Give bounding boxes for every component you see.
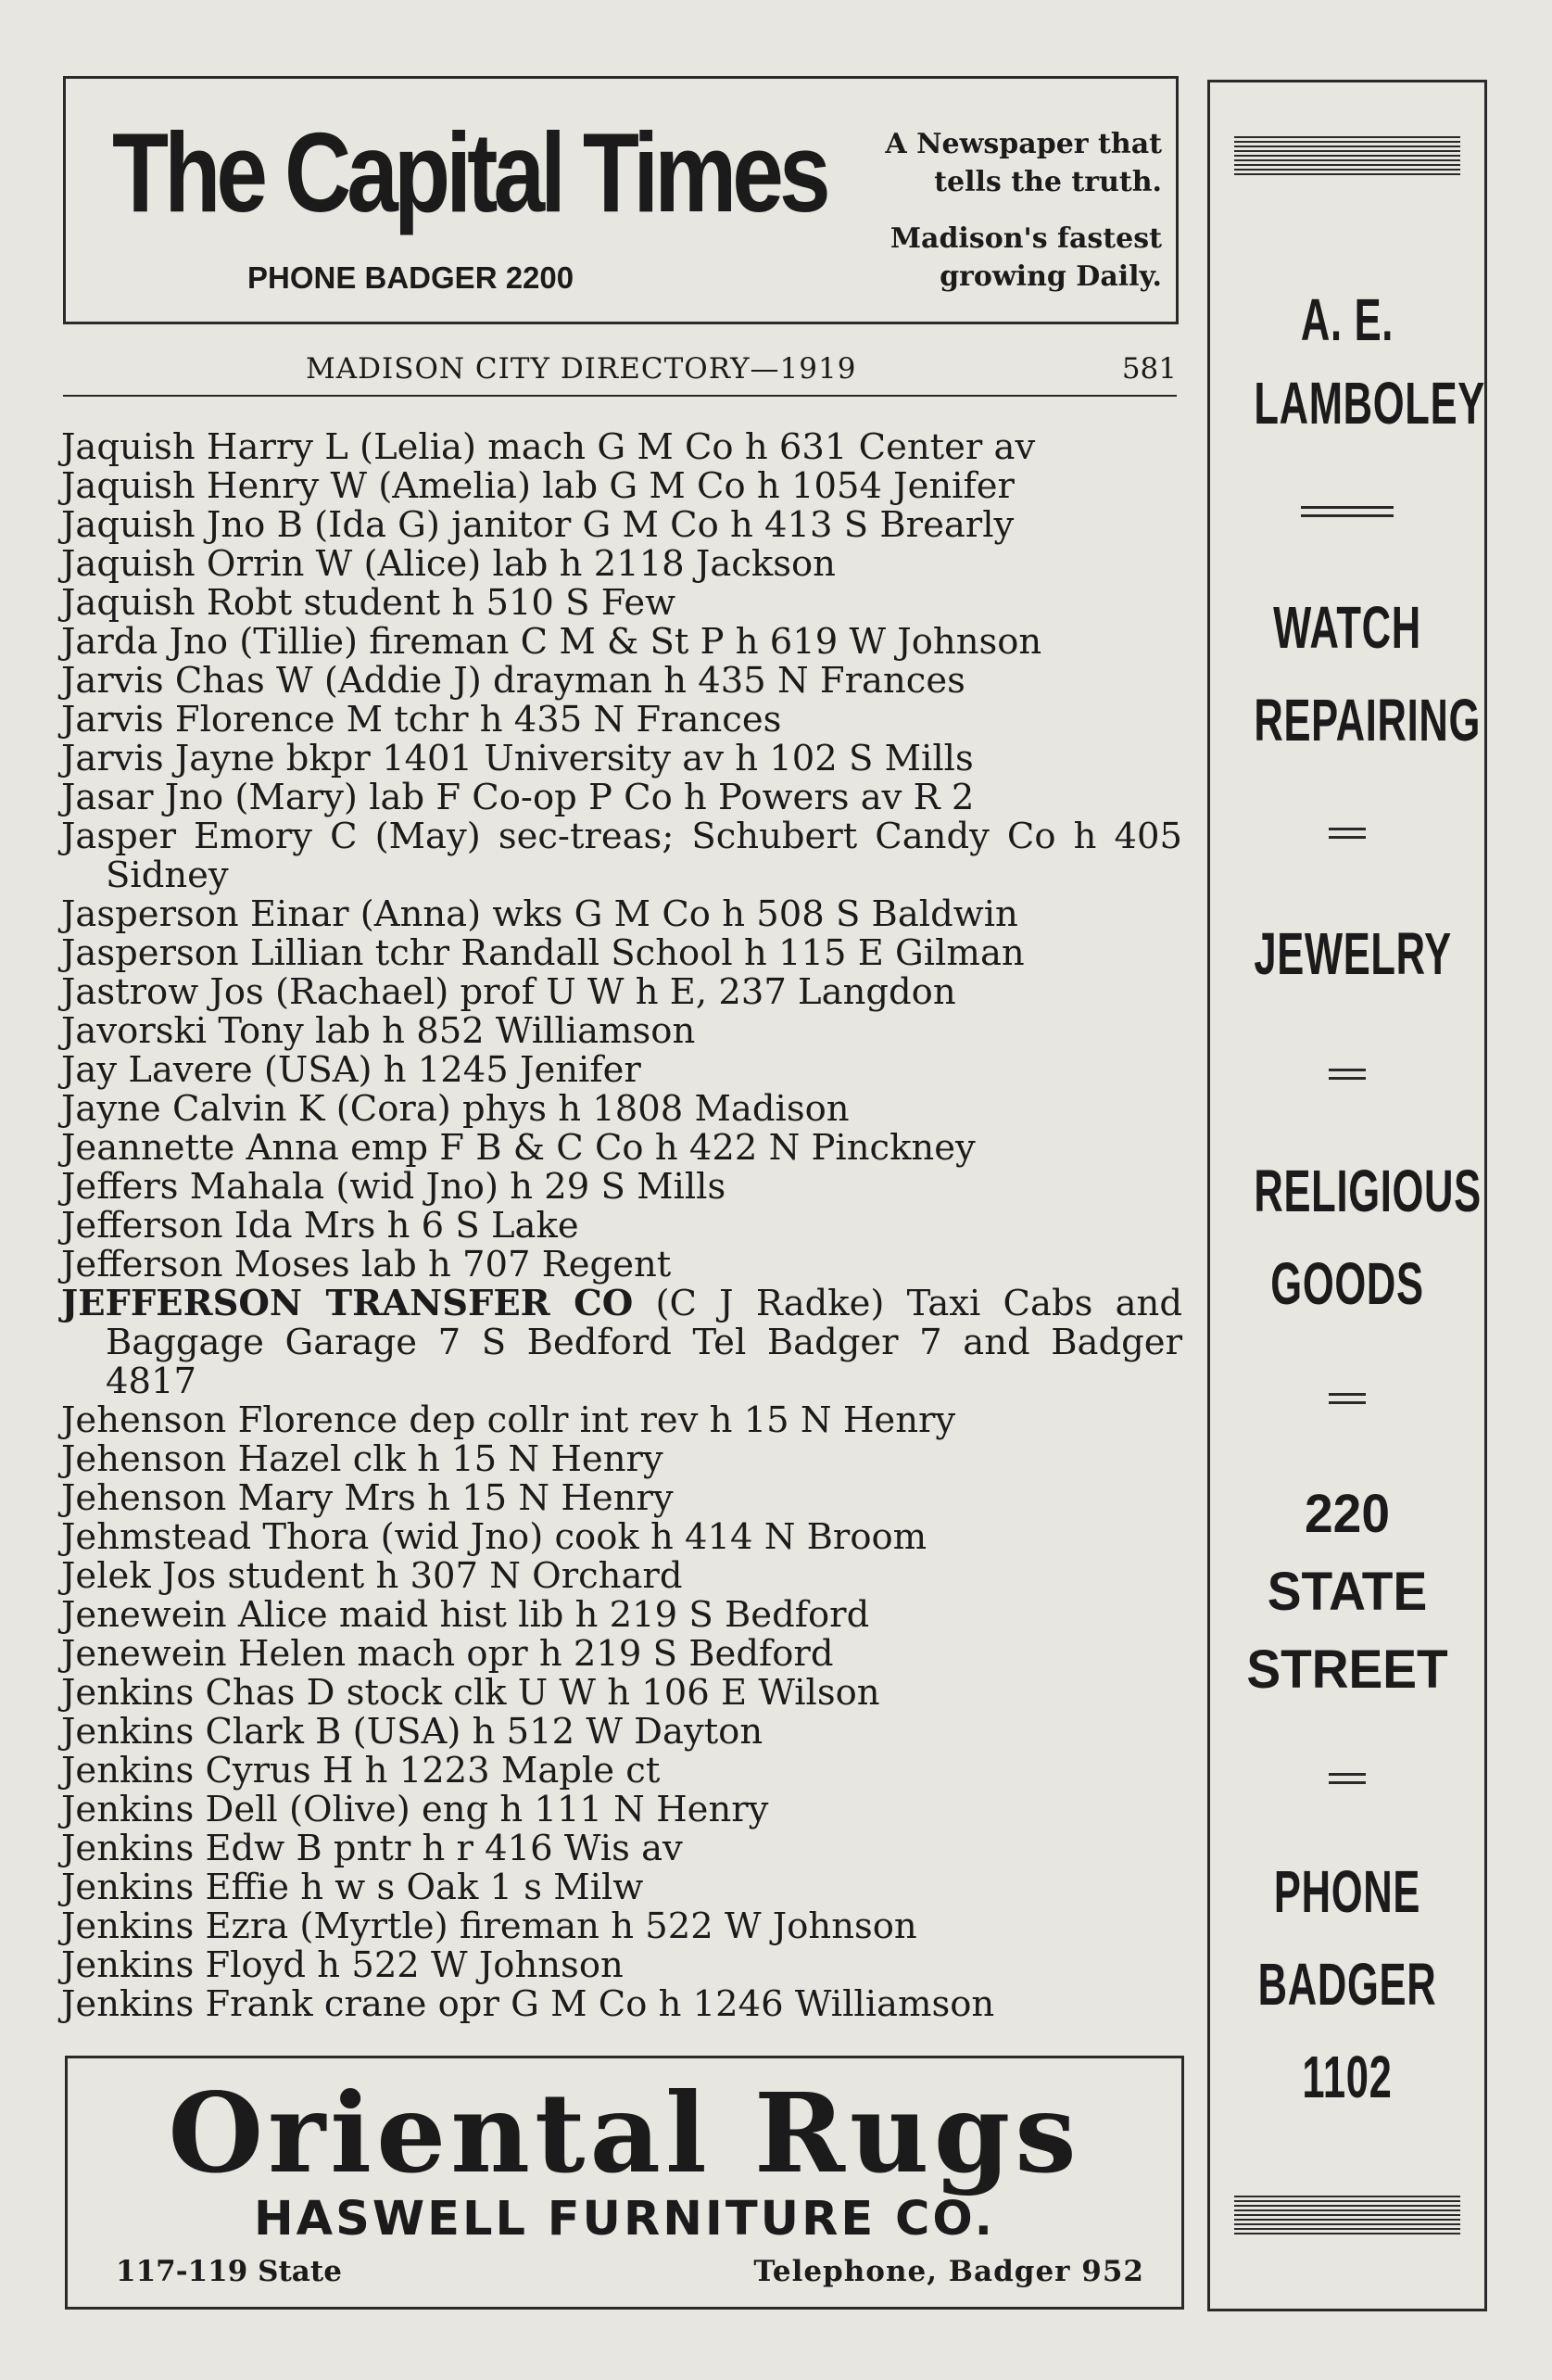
rugs-company: HASWELL FURNITURE CO. bbox=[253, 2192, 995, 2247]
business-name: JEFFERSON TRANSFER CO bbox=[61, 1283, 634, 1324]
rugs-title: Oriental Rugs bbox=[168, 2069, 1081, 2197]
directory-entry: Jefferson Moses lab h 707 Regent bbox=[61, 1244, 672, 1285]
tagline-2-line-1: Madison's fastest bbox=[890, 222, 1162, 255]
directory-entry: Jayne Calvin K (Cora) phys h 1808 Madison bbox=[61, 1088, 850, 1130]
tagline-1-line-2: tells the truth. bbox=[934, 166, 1162, 198]
directory-entry: Jastrow Jos (Rachael) prof U W h E, 237 Langdon bbox=[61, 971, 956, 1013]
phone-label: PHONE bbox=[1273, 1858, 1421, 1925]
rule-divider bbox=[1329, 1773, 1366, 1784]
directory-entry: Jehmstead Thora (wid Jno) cook h 414 N Broom bbox=[61, 1516, 927, 1558]
address-state: STATE bbox=[1267, 1562, 1428, 1622]
directory-entry: Jaquish Robt student h 510 S Few bbox=[61, 582, 676, 624]
lamboley-name: LAMBOLEY bbox=[1254, 370, 1485, 437]
directory-entry: Jeannette Anna emp F B & C Co h 422 N Pinckney bbox=[61, 1127, 976, 1169]
directory-entry: Jarvis Jayne bkpr 1401 University av h 102 S Mills bbox=[61, 738, 974, 779]
directory-entry: Jehenson Florence dep collr int rev h 15 N Henry bbox=[61, 1399, 956, 1441]
directory-entry: Jenewein Alice maid hist lib h 219 S Bedford bbox=[61, 1594, 870, 1636]
rugs-address: 117-119 State bbox=[116, 2255, 342, 2288]
directory-entry bbox=[61, 1285, 1182, 1401]
lamboley-initials: A. E. bbox=[1300, 286, 1394, 353]
directory-entry: Jasper Emory C (May) sec-treas; Schubert Candy Co h 405 Sidney bbox=[61, 816, 1182, 896]
lamboley-ad bbox=[1207, 80, 1487, 2311]
tagline-2-line-2: growing Daily. bbox=[940, 260, 1162, 293]
directory-entry: Jasperson Lillian tchr Randall School h 115 E Gilman bbox=[61, 932, 1025, 974]
directory-entry: Jaquish Henry W (Amelia) lab G M Co h 1054 Jenifer bbox=[61, 465, 1015, 507]
directory-entry: Jasperson Einar (Anna) wks G M Co h 508 S Baldwin bbox=[61, 893, 1018, 935]
rule-divider-bottom bbox=[1234, 2196, 1460, 2236]
repairing-text: REPAIRING bbox=[1254, 687, 1482, 753]
rule-divider bbox=[1329, 1069, 1366, 1080]
directory-entry: Jaquish Harry L (Lelia) mach G M Co h 631 Center av bbox=[61, 426, 1036, 468]
rugs-phone: Telephone, Badger 952 bbox=[753, 2255, 1144, 2288]
goods-text: GOODS bbox=[1270, 1250, 1424, 1317]
directory-entry: Jay Lavere (USA) h 1245 Jenifer bbox=[61, 1049, 641, 1091]
directory-entry: Jenkins Edw B pntr h r 416 Wis av bbox=[61, 1828, 683, 1869]
directory-entry: Jelek Jos student h 307 N Orchard bbox=[61, 1555, 683, 1597]
directory-entry: Jaquish Jno B (Ida G) janitor G M Co h 413 S Brearly bbox=[61, 504, 1015, 546]
address-street: STREET bbox=[1246, 1639, 1448, 1700]
capital-times-tagline-2 bbox=[814, 220, 1162, 296]
directory-entry: Jasar Jno (Mary) lab F Co-op P Co h Powers av R 2 bbox=[61, 777, 975, 818]
oriental-rugs-ad bbox=[65, 2056, 1184, 2310]
capital-times-title: The Capital Times bbox=[112, 109, 826, 235]
rule-divider bbox=[1329, 1393, 1366, 1404]
directory-entry: Jaquish Orrin W (Alice) lab h 2118 Jackson bbox=[61, 543, 836, 585]
directory-entry: Jenkins Clark B (USA) h 512 W Dayton bbox=[61, 1711, 763, 1753]
watch-text: WATCH bbox=[1273, 594, 1421, 661]
directory-entry: Jeffers Mahala (wid Jno) h 29 S Mills bbox=[61, 1166, 726, 1208]
page-number: 581 bbox=[1121, 352, 1177, 386]
address-number: 220 bbox=[1305, 1484, 1390, 1544]
directory-entry: Jarvis Chas W (Addie J) drayman h 435 N Frances bbox=[61, 660, 965, 702]
directory-entry: Jenkins Floyd h 522 W Johnson bbox=[61, 1944, 624, 1986]
jewelry-text: JEWELRY bbox=[1254, 920, 1452, 987]
directory-entry: Jenkins Effie h w s Oak 1 s Milw bbox=[61, 1867, 644, 1908]
directory-entry: Jenkins Ezra (Myrtle) fireman h 522 W Johnson bbox=[61, 1905, 917, 1947]
phone-number: 1102 bbox=[1302, 2044, 1393, 2110]
directory-entry: Jarda Jno (Tillie) fireman C M & St P h 619 W Johnson bbox=[61, 621, 1042, 663]
capital-times-tagline-1 bbox=[814, 125, 1162, 201]
directory-entry: Jenkins Cyrus H h 1223 Maple ct bbox=[61, 1750, 661, 1791]
directory-entry: Jenkins Chas D stock clk U W h 106 E Wilson bbox=[61, 1672, 880, 1714]
rule-divider bbox=[1301, 506, 1394, 517]
directory-entry: Javorski Tony lab h 852 Williamson bbox=[61, 1010, 696, 1052]
rule-divider-top bbox=[1234, 136, 1460, 177]
religious-text: RELIGIOUS bbox=[1254, 1158, 1482, 1224]
phone-exchange: BADGER bbox=[1257, 1951, 1437, 2018]
directory-entry: Jenewein Helen mach opr h 219 S Bedford bbox=[61, 1633, 834, 1675]
directory-title: MADISON CITY DIRECTORY—1919 bbox=[306, 352, 857, 386]
capital-times-phone: PHONE BADGER 2200 bbox=[247, 260, 574, 295]
directory-entry: Jehenson Hazel clk h 15 N Henry bbox=[61, 1438, 663, 1480]
directory-entry: Jenkins Dell (Olive) eng h 111 N Henry bbox=[61, 1789, 769, 1830]
page-header bbox=[63, 341, 1177, 397]
directory-entry: Jenkins Frank crane opr G M Co h 1246 Williamson bbox=[61, 1983, 995, 2025]
directory-entry: Jarvis Florence M tchr h 435 N Frances bbox=[61, 699, 782, 741]
rule-divider bbox=[1329, 828, 1366, 839]
directory-entry: Jefferson Ida Mrs h 6 S Lake bbox=[61, 1205, 579, 1247]
directory-entry: Jehenson Mary Mrs h 15 N Henry bbox=[61, 1477, 674, 1519]
directory-listing bbox=[61, 428, 1182, 2024]
business-details: (C J Radke) Taxi Cabs and Baggage Garage 7 S Bedford Tel Badger 7 and Badger 4817 bbox=[106, 1283, 1182, 1402]
tagline-1-line-1: A Newspaper that bbox=[885, 128, 1162, 160]
capital-times-ad bbox=[63, 76, 1179, 324]
